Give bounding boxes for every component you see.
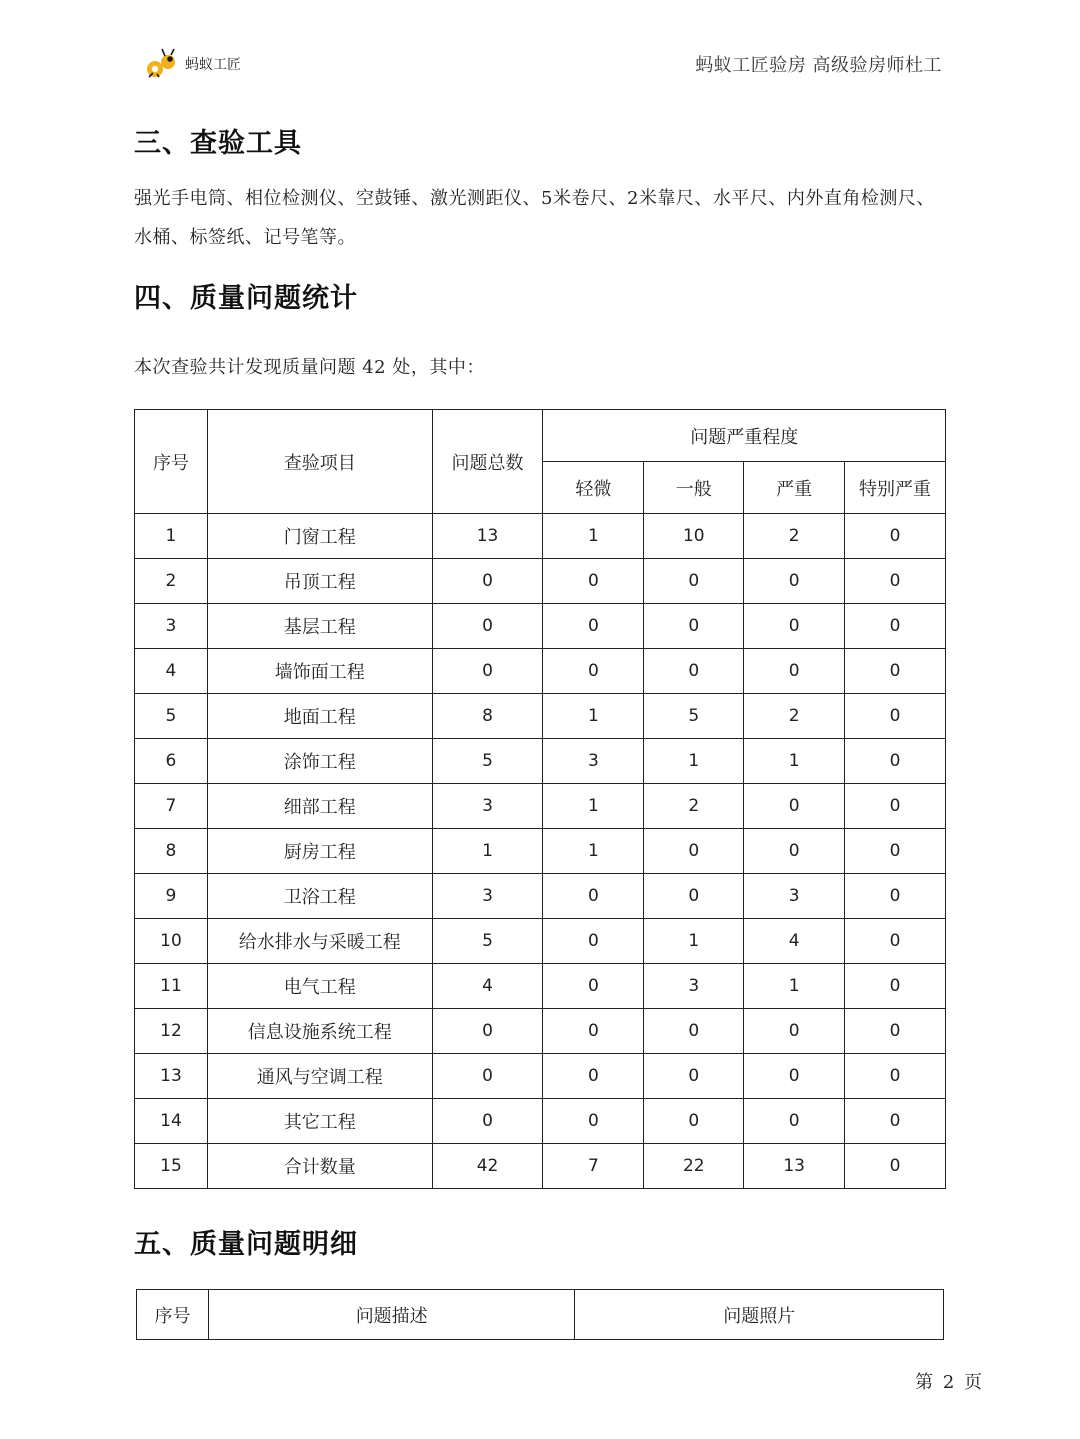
cell-serious: 1 bbox=[744, 739, 845, 784]
cell-general: 0 bbox=[644, 829, 744, 874]
cell-general: 0 bbox=[644, 649, 744, 694]
cell-general: 0 bbox=[644, 1099, 744, 1144]
cell-serious: 13 bbox=[744, 1144, 845, 1189]
cell-total: 42 bbox=[432, 1144, 543, 1189]
cell-index: 2 bbox=[135, 559, 208, 604]
statistics-table bbox=[134, 409, 946, 1189]
brand-logo bbox=[143, 46, 263, 82]
page-number: 第 2 页 bbox=[915, 1372, 984, 1393]
table-row bbox=[135, 739, 946, 784]
cell-item: 厨房工程 bbox=[207, 829, 432, 874]
statistics-intro: 本次查验共计发现质量问题 42 处，其中： bbox=[134, 357, 485, 378]
cell-general: 0 bbox=[644, 559, 744, 604]
cell-minor: 0 bbox=[543, 874, 644, 919]
cell-critical: 0 bbox=[845, 649, 946, 694]
cell-general: 3 bbox=[644, 964, 744, 1009]
cell-critical: 0 bbox=[845, 919, 946, 964]
cell-serious: 0 bbox=[744, 784, 845, 829]
tools-line-1: 强光手电筒、相位检测仪、空鼓锤、激光测距仪、5米卷尺、2米靠尺、水平尺、内外直角检测尺、 bbox=[134, 188, 935, 209]
cell-item: 电气工程 bbox=[207, 964, 432, 1009]
table-row bbox=[135, 1009, 946, 1054]
cell-total: 13 bbox=[432, 514, 543, 559]
header-minor: 轻微 bbox=[543, 462, 644, 514]
table-row bbox=[135, 694, 946, 739]
cell-minor: 0 bbox=[543, 604, 644, 649]
cell-item: 信息设施系统工程 bbox=[207, 1009, 432, 1054]
cell-minor: 1 bbox=[543, 694, 644, 739]
cell-index: 8 bbox=[135, 829, 208, 874]
cell-general: 0 bbox=[644, 604, 744, 649]
cell-minor: 0 bbox=[543, 964, 644, 1009]
tools-line-2: 水桶、标签纸、记号笔等。 bbox=[134, 227, 356, 248]
table-row bbox=[135, 1144, 946, 1189]
cell-critical: 0 bbox=[845, 604, 946, 649]
cell-general: 0 bbox=[644, 1009, 744, 1054]
cell-item: 给水排水与采暖工程 bbox=[207, 919, 432, 964]
cell-minor: 0 bbox=[543, 919, 644, 964]
cell-item: 门窗工程 bbox=[207, 514, 432, 559]
cell-general: 10 bbox=[644, 514, 744, 559]
cell-critical: 0 bbox=[845, 1009, 946, 1054]
cell-critical: 0 bbox=[845, 829, 946, 874]
cell-serious: 4 bbox=[744, 919, 845, 964]
table-row bbox=[135, 919, 946, 964]
cell-item: 细部工程 bbox=[207, 784, 432, 829]
cell-index: 3 bbox=[135, 604, 208, 649]
section-title-statistics: 四、质量问题统计 bbox=[134, 283, 358, 314]
header-index: 序号 bbox=[135, 410, 208, 514]
cell-serious: 0 bbox=[744, 649, 845, 694]
section-title-details: 五、质量问题明细 bbox=[134, 1229, 358, 1260]
cell-total: 8 bbox=[432, 694, 543, 739]
cell-index: 11 bbox=[135, 964, 208, 1009]
cell-total: 0 bbox=[432, 604, 543, 649]
table-row bbox=[135, 514, 946, 559]
table-row bbox=[135, 604, 946, 649]
cell-critical: 0 bbox=[845, 964, 946, 1009]
cell-index: 12 bbox=[135, 1009, 208, 1054]
table-row bbox=[135, 964, 946, 1009]
cell-serious: 0 bbox=[744, 1099, 845, 1144]
cell-minor: 0 bbox=[543, 649, 644, 694]
cell-serious: 1 bbox=[744, 964, 845, 1009]
cell-serious: 0 bbox=[744, 829, 845, 874]
cell-index: 13 bbox=[135, 1054, 208, 1099]
table-row bbox=[135, 649, 946, 694]
cell-minor: 1 bbox=[543, 829, 644, 874]
cell-critical: 0 bbox=[845, 739, 946, 784]
cell-item: 基层工程 bbox=[207, 604, 432, 649]
cell-critical: 0 bbox=[845, 1099, 946, 1144]
cell-minor: 0 bbox=[543, 1009, 644, 1054]
header-general: 一般 bbox=[644, 462, 744, 514]
cell-total: 0 bbox=[432, 1054, 543, 1099]
cell-total: 5 bbox=[432, 739, 543, 784]
cell-total: 0 bbox=[432, 559, 543, 604]
header-item: 查验项目 bbox=[207, 410, 432, 514]
cell-item: 合计数量 bbox=[207, 1144, 432, 1189]
detail-header-index: 序号 bbox=[137, 1290, 209, 1340]
logo-text: 蚂蚁工匠 bbox=[185, 57, 241, 73]
cell-total: 4 bbox=[432, 964, 543, 1009]
cell-total: 3 bbox=[432, 874, 543, 919]
cell-index: 5 bbox=[135, 694, 208, 739]
table-row bbox=[135, 559, 946, 604]
cell-index: 9 bbox=[135, 874, 208, 919]
cell-critical: 0 bbox=[845, 694, 946, 739]
header-author: 蚂蚁工匠验房 高级验房师杜工 bbox=[695, 55, 942, 76]
cell-critical: 0 bbox=[845, 514, 946, 559]
cell-item: 吊顶工程 bbox=[207, 559, 432, 604]
cell-minor: 0 bbox=[543, 559, 644, 604]
cell-total: 0 bbox=[432, 1099, 543, 1144]
cell-index: 10 bbox=[135, 919, 208, 964]
cell-item: 卫浴工程 bbox=[207, 874, 432, 919]
cell-total: 1 bbox=[432, 829, 543, 874]
cell-minor: 1 bbox=[543, 514, 644, 559]
table-row bbox=[135, 1099, 946, 1144]
cell-minor: 1 bbox=[543, 784, 644, 829]
cell-item: 地面工程 bbox=[207, 694, 432, 739]
ant-logo-icon bbox=[143, 47, 181, 81]
cell-total: 0 bbox=[432, 649, 543, 694]
cell-critical: 0 bbox=[845, 559, 946, 604]
cell-general: 0 bbox=[644, 1054, 744, 1099]
cell-critical: 0 bbox=[845, 784, 946, 829]
cell-serious: 0 bbox=[744, 1054, 845, 1099]
header-serious: 严重 bbox=[744, 462, 845, 514]
header-total: 问题总数 bbox=[432, 410, 543, 514]
cell-serious: 2 bbox=[744, 694, 845, 739]
table-row bbox=[135, 784, 946, 829]
detail-header-description: 问题描述 bbox=[208, 1290, 575, 1340]
cell-serious: 3 bbox=[744, 874, 845, 919]
cell-general: 5 bbox=[644, 694, 744, 739]
cell-index: 7 bbox=[135, 784, 208, 829]
detail-header-photo: 问题照片 bbox=[575, 1290, 944, 1340]
cell-index: 4 bbox=[135, 649, 208, 694]
header-critical: 特别严重 bbox=[845, 462, 946, 514]
cell-critical: 0 bbox=[845, 874, 946, 919]
cell-general: 0 bbox=[644, 874, 744, 919]
cell-total: 3 bbox=[432, 784, 543, 829]
cell-total: 5 bbox=[432, 919, 543, 964]
cell-item: 墙饰面工程 bbox=[207, 649, 432, 694]
cell-index: 15 bbox=[135, 1144, 208, 1189]
table-row bbox=[135, 874, 946, 919]
cell-general: 1 bbox=[644, 739, 744, 784]
cell-item: 其它工程 bbox=[207, 1099, 432, 1144]
section-title-tools: 三、查验工具 bbox=[134, 128, 302, 159]
cell-general: 1 bbox=[644, 919, 744, 964]
table-row bbox=[135, 1054, 946, 1099]
cell-index: 1 bbox=[135, 514, 208, 559]
cell-minor: 7 bbox=[543, 1144, 644, 1189]
cell-critical: 0 bbox=[845, 1144, 946, 1189]
cell-general: 22 bbox=[644, 1144, 744, 1189]
cell-serious: 0 bbox=[744, 559, 845, 604]
cell-index: 14 bbox=[135, 1099, 208, 1144]
cell-total: 0 bbox=[432, 1009, 543, 1054]
cell-minor: 0 bbox=[543, 1054, 644, 1099]
cell-serious: 0 bbox=[744, 1009, 845, 1054]
cell-serious: 0 bbox=[744, 604, 845, 649]
cell-item: 涂饰工程 bbox=[207, 739, 432, 784]
cell-critical: 0 bbox=[845, 1054, 946, 1099]
details-table bbox=[136, 1289, 944, 1340]
cell-minor: 0 bbox=[543, 1099, 644, 1144]
cell-general: 2 bbox=[644, 784, 744, 829]
table-row bbox=[135, 829, 946, 874]
cell-index: 6 bbox=[135, 739, 208, 784]
cell-serious: 2 bbox=[744, 514, 845, 559]
cell-item: 通风与空调工程 bbox=[207, 1054, 432, 1099]
cell-minor: 3 bbox=[543, 739, 644, 784]
header-severity: 问题严重程度 bbox=[543, 410, 946, 462]
